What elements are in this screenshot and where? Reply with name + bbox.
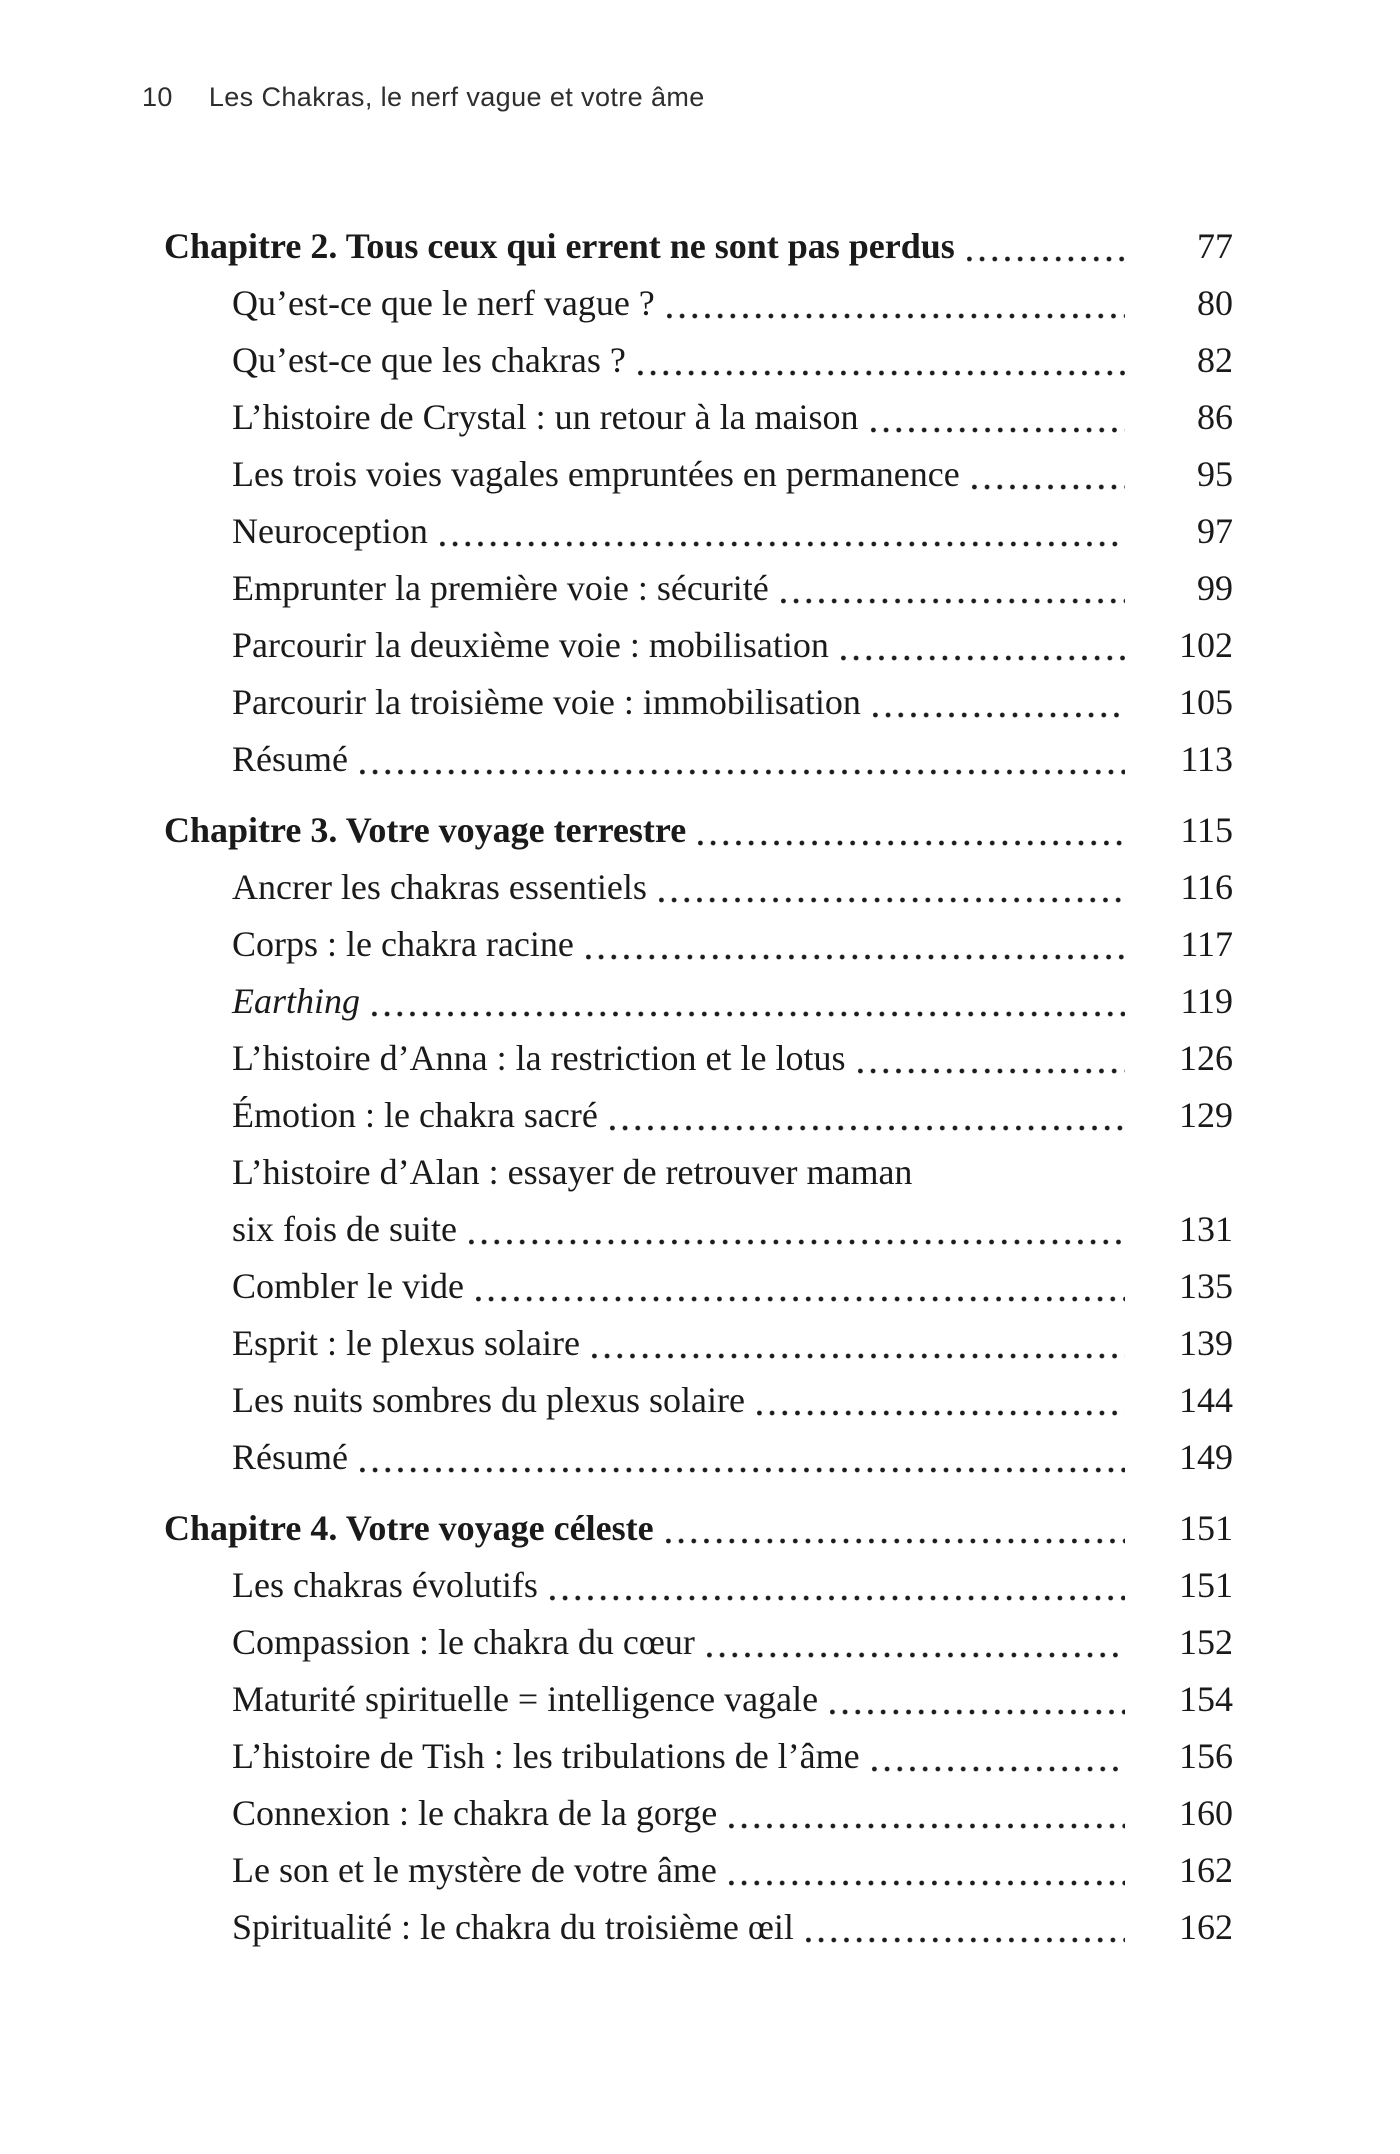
toc-row bbox=[142, 1614, 1233, 1671]
dot-leader bbox=[872, 1728, 1127, 1785]
toc-entry-title: Parcourir la deuxième voie : mobilisation bbox=[232, 625, 829, 665]
dot-leader bbox=[469, 1201, 1127, 1258]
toc-entry-page-number: 95 bbox=[1197, 454, 1233, 494]
toc-entry-page-number: 82 bbox=[1197, 340, 1233, 380]
dot-leader bbox=[659, 859, 1127, 916]
toc-row bbox=[142, 275, 1233, 332]
toc-entry-title: six fois de suite bbox=[232, 1209, 457, 1249]
toc-entry-title: Earthing bbox=[232, 981, 361, 1021]
dot-leader bbox=[586, 916, 1127, 973]
dot-leader bbox=[592, 1315, 1127, 1372]
toc-row bbox=[142, 617, 1233, 674]
toc-row bbox=[142, 1728, 1233, 1785]
toc-entry-title: Corps : le chakra racine bbox=[232, 924, 574, 964]
toc-entry-page-number: 151 bbox=[1179, 1508, 1233, 1548]
toc-entry-title: Esprit : le plexus solaire bbox=[232, 1323, 580, 1363]
dot-leader bbox=[806, 1899, 1127, 1956]
toc-entry-title: L’histoire de Crystal : un retour à la maison bbox=[232, 397, 859, 437]
dot-leader bbox=[610, 1087, 1127, 1144]
toc-entry-title: Chapitre 2. Tous ceux qui errent ne sont pas perdus bbox=[164, 226, 955, 266]
toc-row bbox=[142, 731, 1233, 788]
toc-row bbox=[142, 1372, 1233, 1429]
toc-entry-page-number: 97 bbox=[1197, 511, 1233, 551]
toc-entry-page-number: 86 bbox=[1197, 397, 1233, 437]
toc-entry-page-number: 102 bbox=[1179, 625, 1233, 665]
toc-row bbox=[142, 1030, 1233, 1087]
toc-entry-page-number: 154 bbox=[1179, 1679, 1233, 1719]
dot-leader bbox=[707, 1614, 1127, 1671]
toc-row bbox=[142, 332, 1233, 389]
toc-row bbox=[142, 446, 1233, 503]
toc-row bbox=[142, 1429, 1233, 1486]
toc-row bbox=[142, 859, 1233, 916]
toc-entry-page-number: 144 bbox=[1179, 1380, 1233, 1420]
toc-row bbox=[142, 1899, 1233, 1956]
toc-entry-title: Parcourir la troisième voie : immobilisation bbox=[232, 682, 861, 722]
toc-entry-title: Combler le vide bbox=[232, 1266, 464, 1306]
toc-entry-page-number: 152 bbox=[1179, 1622, 1233, 1662]
dot-leader bbox=[666, 1500, 1127, 1557]
toc-row bbox=[142, 560, 1233, 617]
dot-leader bbox=[972, 446, 1127, 503]
toc-entry-title: Emprunter la première voie : sécurité bbox=[232, 568, 769, 608]
header-page-number: 10 bbox=[142, 82, 173, 112]
toc-entry-title: Le son et le mystère de votre âme bbox=[232, 1850, 717, 1890]
toc-entry-page-number: 151 bbox=[1179, 1565, 1233, 1605]
dot-leader bbox=[698, 802, 1127, 859]
toc-entry-page-number: 131 bbox=[1179, 1209, 1233, 1249]
toc-row bbox=[142, 1087, 1233, 1144]
dot-leader bbox=[360, 731, 1127, 788]
toc-entry-title: Résumé bbox=[232, 1437, 348, 1477]
toc-row bbox=[142, 1315, 1233, 1372]
dot-leader bbox=[476, 1258, 1127, 1315]
toc-row bbox=[142, 1144, 1233, 1201]
dot-leader bbox=[841, 617, 1127, 674]
toc-entry-page-number: 113 bbox=[1180, 739, 1233, 779]
dot-leader bbox=[967, 218, 1127, 275]
dot-leader bbox=[871, 389, 1127, 446]
toc-entry-page-number: 116 bbox=[1180, 867, 1233, 907]
toc-row bbox=[142, 1842, 1233, 1899]
header-book-title: Les Chakras, le nerf vague et votre âme bbox=[208, 82, 705, 112]
toc-entry-title: Maturité spirituelle = intelligence vagale bbox=[232, 1679, 819, 1719]
toc-row bbox=[142, 1201, 1233, 1258]
toc-entry-title: Résumé bbox=[232, 739, 348, 779]
dot-leader bbox=[440, 503, 1127, 560]
toc-entry-title: Chapitre 3. Votre voyage terrestre bbox=[164, 810, 687, 850]
toc-entry-page-number: 99 bbox=[1197, 568, 1233, 608]
dot-leader bbox=[638, 332, 1127, 389]
toc-entry-page-number: 119 bbox=[1180, 981, 1233, 1021]
toc-entry-title: Ancrer les chakras essentiels bbox=[232, 867, 647, 907]
dot-leader bbox=[830, 1671, 1127, 1728]
dot-leader bbox=[372, 973, 1127, 1030]
toc-entry-title: L’histoire de Tish : les tribulations de l’âme bbox=[232, 1736, 860, 1776]
toc-entry-title: Connexion : le chakra de la gorge bbox=[232, 1793, 718, 1833]
toc-entry-page-number: 129 bbox=[1179, 1095, 1233, 1135]
toc-row bbox=[142, 1258, 1233, 1315]
toc-entry-page-number: 80 bbox=[1197, 283, 1233, 323]
toc-entry-title: Les chakras évolutifs bbox=[232, 1565, 538, 1605]
toc-row bbox=[142, 916, 1233, 973]
toc-entry-page-number: 105 bbox=[1179, 682, 1233, 722]
toc-entry-title: Qu’est-ce que le nerf vague ? bbox=[232, 283, 655, 323]
toc-entry-page-number: 149 bbox=[1179, 1437, 1233, 1477]
toc-row bbox=[142, 1785, 1233, 1842]
toc-entry-title: Chapitre 4. Votre voyage céleste bbox=[164, 1508, 654, 1548]
toc-row bbox=[142, 1500, 1233, 1557]
dot-leader bbox=[873, 674, 1127, 731]
toc-row bbox=[142, 389, 1233, 446]
dot-leader bbox=[858, 1030, 1127, 1087]
toc-row bbox=[142, 218, 1233, 275]
toc-entry-page-number: 156 bbox=[1179, 1736, 1233, 1776]
toc-entry-page-number: 77 bbox=[1197, 226, 1233, 266]
dot-leader bbox=[360, 1429, 1127, 1486]
toc-row bbox=[142, 973, 1233, 1030]
dot-leader bbox=[729, 1842, 1127, 1899]
dot-leader bbox=[550, 1557, 1127, 1614]
toc-row bbox=[142, 674, 1233, 731]
toc-entry-page-number: 162 bbox=[1179, 1850, 1233, 1890]
toc-entry-title: Compassion : le chakra du cœur bbox=[232, 1622, 695, 1662]
toc-entry-title: L’histoire d’Alan : essayer de retrouver maman bbox=[232, 1152, 913, 1192]
dot-leader bbox=[667, 275, 1127, 332]
toc-entry-page-number: 135 bbox=[1179, 1266, 1233, 1306]
toc-entry-title: Neuroception bbox=[232, 511, 428, 551]
dot-leader bbox=[729, 1785, 1127, 1842]
running-header bbox=[142, 82, 1233, 112]
toc-entry-page-number: 126 bbox=[1179, 1038, 1233, 1078]
toc-entry-page-number: 139 bbox=[1179, 1323, 1233, 1363]
toc-row bbox=[142, 1557, 1233, 1614]
toc-entry-page-number: 162 bbox=[1179, 1907, 1233, 1947]
toc-entry-title: Spiritualité : le chakra du troisième œil bbox=[232, 1907, 794, 1947]
toc-entry-title: Qu’est-ce que les chakras ? bbox=[232, 340, 626, 380]
toc-entry-title: Les nuits sombres du plexus solaire bbox=[232, 1380, 745, 1420]
toc-entry-title: Les trois voies vagales empruntées en permanence bbox=[232, 454, 960, 494]
dot-leader bbox=[781, 560, 1127, 617]
toc-entry-page-number: 115 bbox=[1180, 810, 1233, 850]
dot-leader bbox=[924, 1144, 1127, 1201]
toc-entry-title: Émotion : le chakra sacré bbox=[232, 1095, 598, 1135]
table-of-contents bbox=[142, 218, 1233, 1956]
toc-entry-page-number: 117 bbox=[1180, 924, 1233, 964]
toc-entry-title: L’histoire d’Anna : la restriction et le lotus bbox=[232, 1038, 846, 1078]
toc-entry-page-number: 160 bbox=[1179, 1793, 1233, 1833]
toc-row bbox=[142, 802, 1233, 859]
dot-leader bbox=[757, 1372, 1127, 1429]
toc-row bbox=[142, 1671, 1233, 1728]
toc-row bbox=[142, 503, 1233, 560]
